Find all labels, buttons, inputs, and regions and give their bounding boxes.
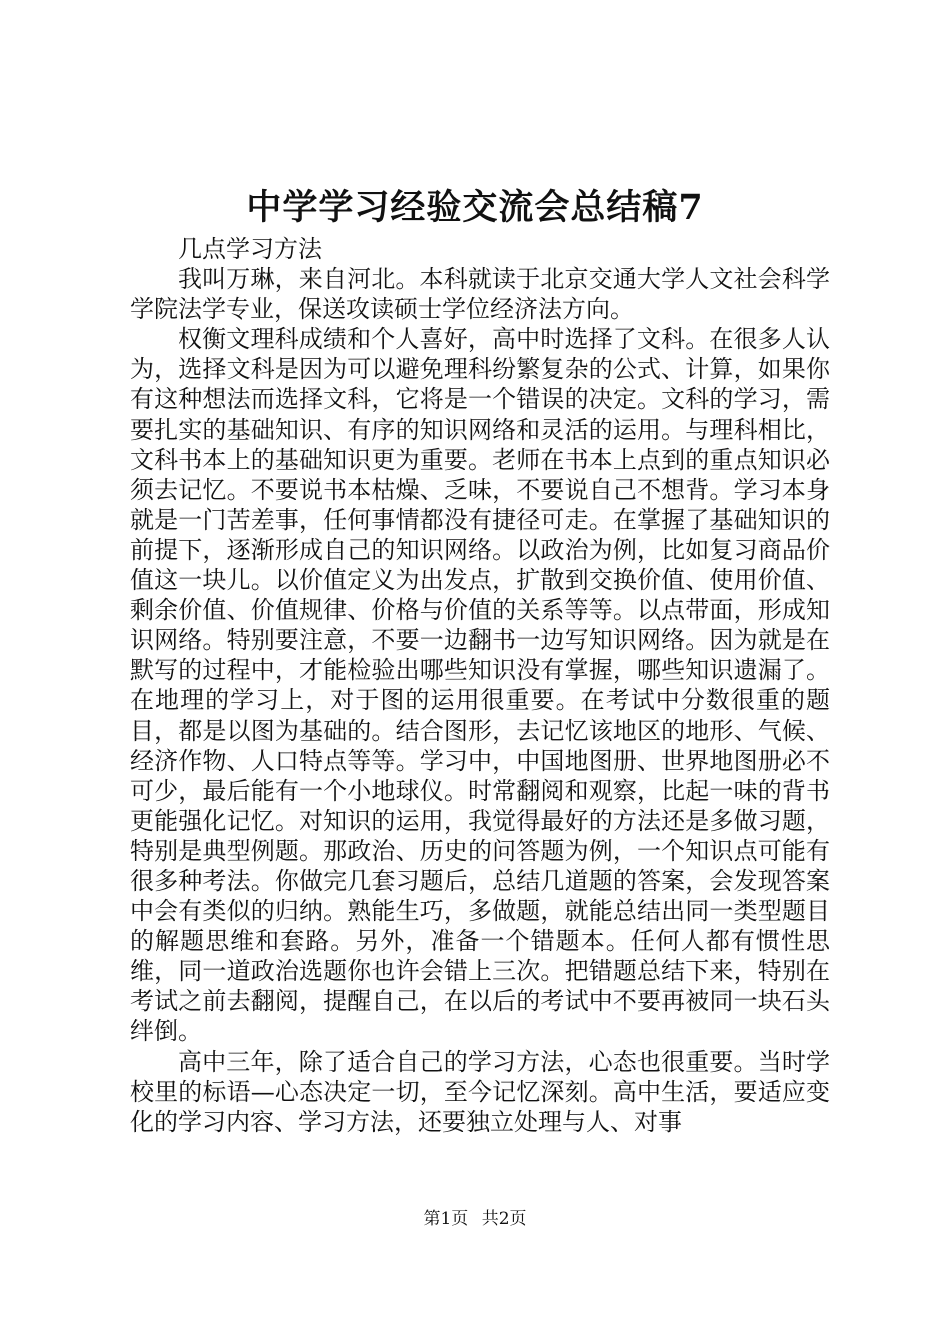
page-number-total: 共2页 bbox=[481, 1209, 527, 1229]
paragraph-mindset: 高中三年，除了适合自己的学习方法，心态也很重要。当时学校里的标语—心态决定一切，至今记忆深刻。高中生活，要适应变化的学习内容、学习方法，还要独立处理与人、对事 bbox=[130, 1047, 830, 1136]
paragraph-study-methods: 权衡文理科成绩和个人喜好，高中时选择了文科。在很多人认为，选择文科是因为可以避免理科纷繁复杂的公式、计算，如果你有这种想法而选择文科，它将是一个错误的决定。文科的学习，需要扎实的基础知识、有序的知识网络和灵活的运用。与理科相比，文科书本上的基础知识更为重要。老师在书本上点到的重点知识必须去记忆。不要说书本枯燥、乏味，不要说自己不想背。学习本身就是一门苦差事，任何事情都没有捷径可走。在掌握了基础知识的前提下，逐渐形成自己的知识网络。以政治为例，比如复习商品价值这一块儿。以价值定义为出发点，扩散到交换价值、使用价值、剩余价值、价值规律、价格与价值的关系等等。以点带面，形成知识网络。特别要注意，不要一边翻书一边写知识网络。因为就是在默写的过程中，才能检验出哪些知识没有掌握，哪些知识遗漏了。在地理的学习上，对于图的运用很重要。在考试中分数很重的题目，都是以图为基础的。结合图形，去记忆该地区的地形、气候、经济作物、人口特点等等。学习中，中国地图册、世界地图册必不可少，最后能有一个小地球仪。时常翻阅和观察，比起一味的背书更能强化记忆。对知识的运用，我觉得最好的方法还是多做习题，特别是典型例题。那政治、历史的问答题为例，一个知识点可能有很多种考法。你做完几套习题后，总结几道题的答案，会发现答案中会有类似的归纳。熟能生巧，多做题，就能总结出同一类型题目的解题思维和套路。另外，准备一个错题本。任何人都有惯性思维，同一道政治选题你也许会错上三次。把错题总结下来，特别在考试之前去翻阅，提醒自己，在以后的考试中不要再被同一块石头绊倒。 bbox=[130, 325, 830, 1046]
paragraph-section-heading: 几点学习方法 bbox=[178, 235, 322, 263]
page-number-current: 第1页 bbox=[423, 1209, 469, 1229]
document-body bbox=[130, 234, 830, 1137]
document-title: 中学学习经验交流会总结稿7 bbox=[246, 187, 704, 228]
paragraph-introduction: 我叫万琳，来自河北。本科就读于北京交通大学人文社会科学学院法学专业，保送攻读硕士学位经济法方向。 bbox=[130, 265, 830, 324]
page-footer bbox=[0, 1207, 950, 1231]
